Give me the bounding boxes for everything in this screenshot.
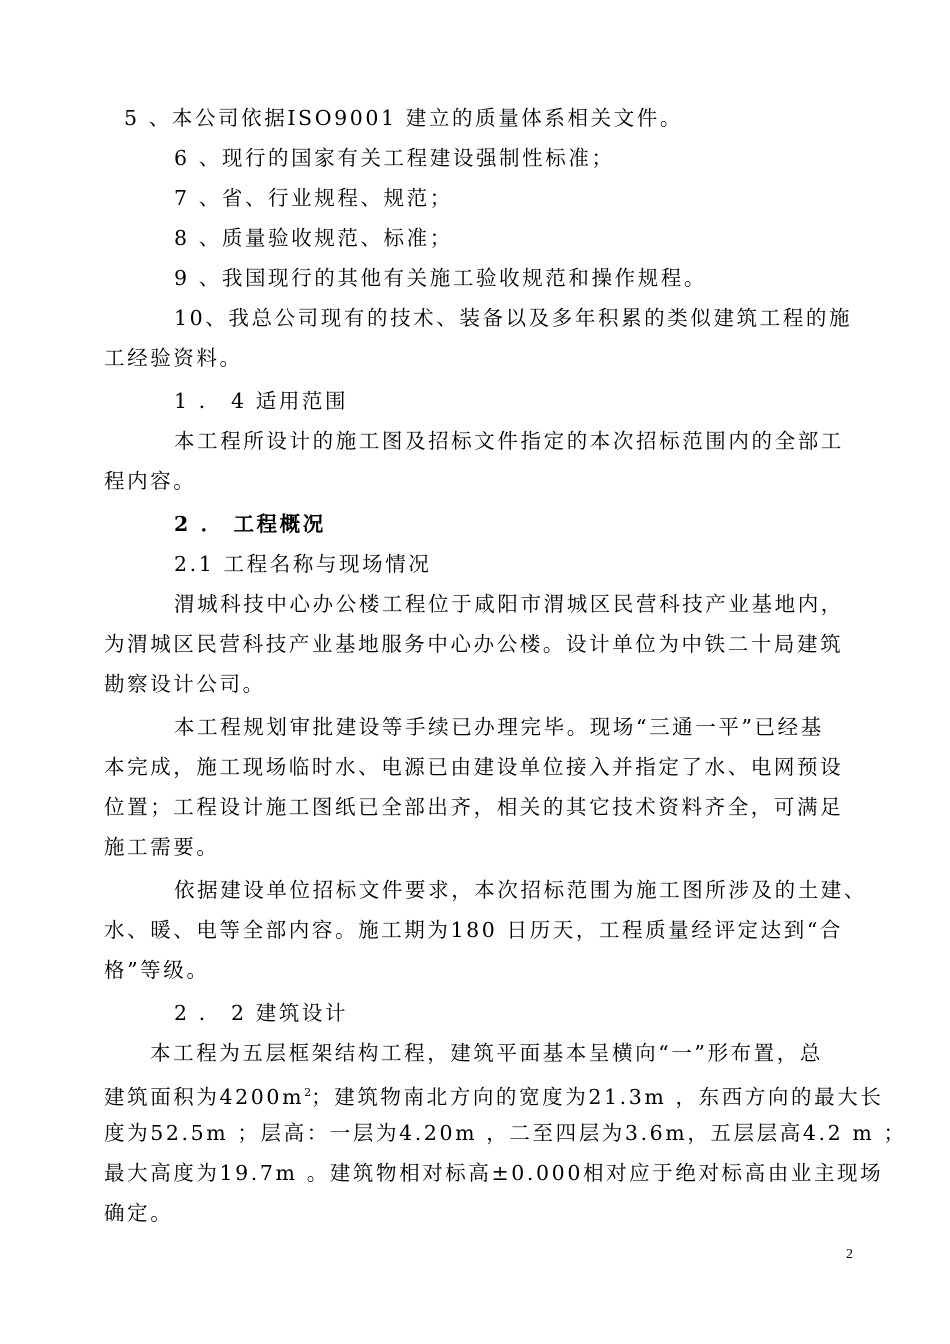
list-item-7: 7 、省、行业规程、规范；	[174, 186, 453, 210]
list-item-9: 9 、我国现行的其他有关施工验收规范和操作规程。	[174, 266, 707, 290]
paragraph-line: 渭城科技中心办公楼工程位于咸阳市渭城区民营科技产业基地内，	[174, 592, 844, 616]
paragraph-line: 确定。	[104, 1201, 174, 1225]
paragraph-line: 程内容。	[104, 469, 197, 493]
section-heading-1-4: 1 ． 4 适用范围	[174, 389, 349, 413]
section-heading-2-2: 2 ． 2 建筑设计	[174, 1001, 349, 1025]
section-heading-2-1: 2.1 工程名称与现场情况	[174, 552, 432, 576]
list-item-10: 10、我总公司现有的技术、装备以及多年积累的类似建筑工程的施	[174, 306, 853, 330]
superscript-2: 2	[304, 1086, 312, 1099]
paragraph-line: 位置；工程设计施工图纸已全部出齐，相关的其它技术资料齐全，可满足	[104, 795, 844, 819]
list-item-8: 8 、质量验收规范、标准；	[174, 226, 453, 250]
list-item-6: 6 、现行的国家有关工程建设强制性标准；	[174, 146, 615, 170]
paragraph-line: 本工程所设计的施工图及招标文件指定的本次招标范围内的全部工	[174, 429, 844, 453]
paragraph-line: 本工程为五层框架结构工程，建筑平面基本呈横向“一”形布置，总	[150, 1041, 823, 1065]
paragraph-line-area	[104, 1079, 883, 1111]
paragraph-line: 本完成，施工现场临时水、电源已由建设单位接入并指定了水、电网预设	[104, 755, 844, 779]
area-text: 建筑面积为4200m	[104, 1084, 305, 1109]
paragraph-line: 依据建设单位招标文件要求，本次招标范围为施工图所涉及的土建、	[174, 878, 867, 902]
paragraph-line: 施工需要。	[104, 835, 220, 859]
paragraph-line: 本工程规划审批建设等手续已办理完毕。现场“三通一平”已经基	[174, 715, 824, 739]
paragraph-line: 格”等级。	[104, 958, 210, 982]
list-item-5: 5 、本公司依据ISO9001 建立的质量体系相关文件。	[124, 106, 683, 130]
paragraph-line: 水、暖、电等全部内容。施工期为180 日历天，工程质量经评定达到“合	[104, 918, 844, 942]
page-number: 2	[846, 1247, 853, 1262]
paragraph-line: 度为52.5m ；层高：一层为4.20m ，二至四层为3.6m，五层层高4.2 m ；	[104, 1121, 907, 1145]
list-item-10-continued: 工经验资料。	[104, 346, 243, 370]
paragraph-line: 勘察设计公司。	[104, 672, 266, 696]
paragraph-line: 最大高度为19.7m 。建筑物相对标高±0.000相对应于绝对标高由业主现场	[104, 1161, 884, 1185]
area-text-rest: ；建筑物南北方向的宽度为21.3m ，东西方向的最大长	[311, 1084, 884, 1109]
paragraph-line: 为渭城区民营科技产业基地服务中心办公楼。设计单位为中铁二十局建筑	[104, 632, 844, 656]
section-heading-2: 2 ． 工程概况	[174, 512, 326, 536]
